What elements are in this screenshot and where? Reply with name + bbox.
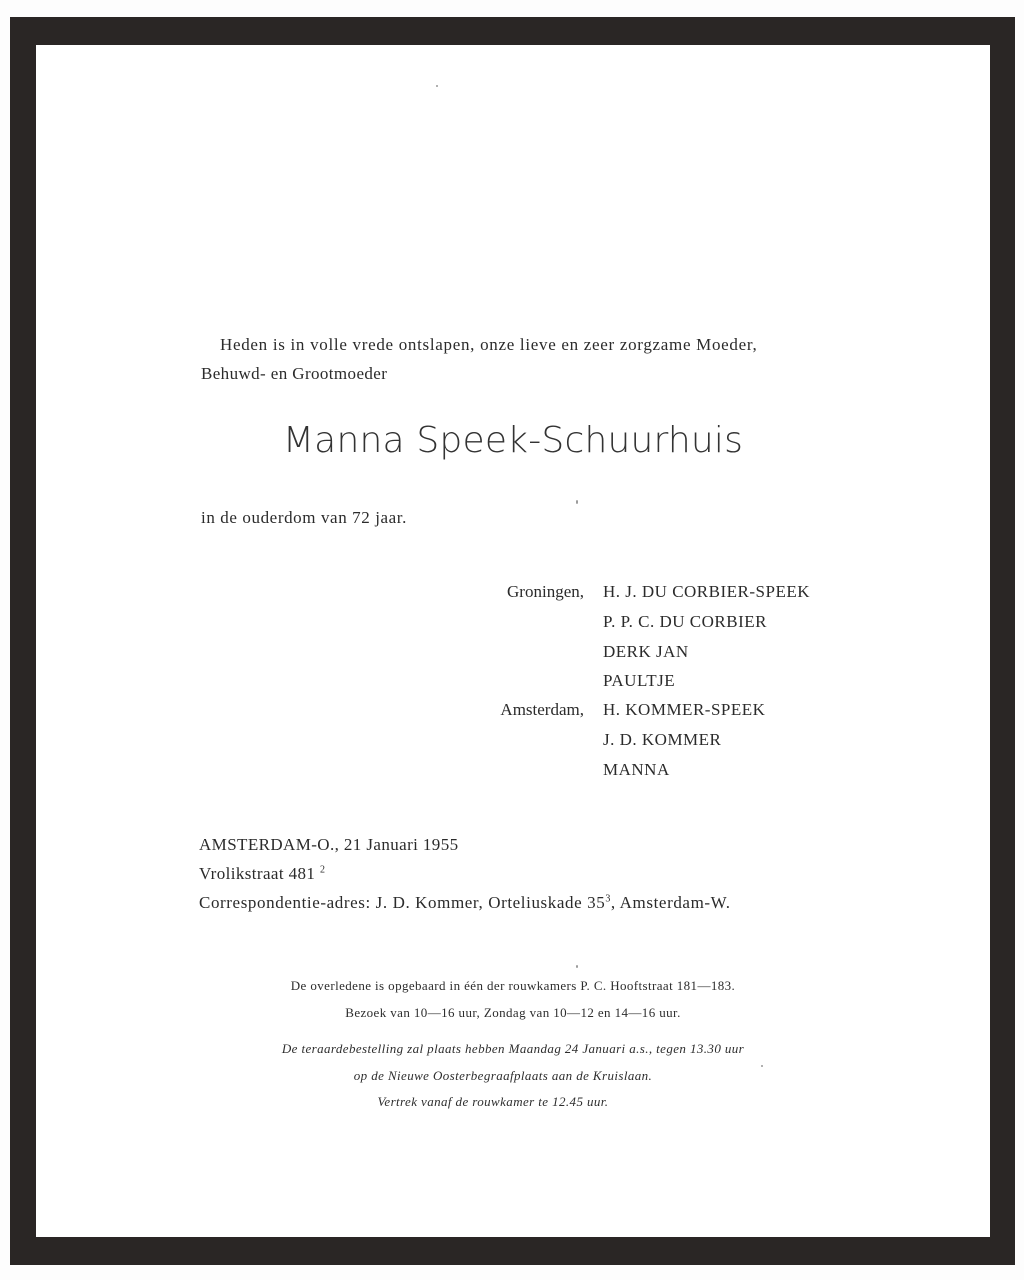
street-suffix: 2 bbox=[319, 864, 326, 876]
correspondence-suffix: 3 bbox=[605, 893, 611, 905]
street-number: Vrolikstraat 481 bbox=[199, 864, 316, 883]
correspondence-prefix: Correspondentie-adres: J. D. Kommer, Orteliuskade 35 bbox=[199, 893, 606, 912]
age-line: in de ouderdom van 72 jaar. bbox=[201, 508, 407, 527]
deceased-name: Manna Speek-Schuurhuis bbox=[282, 420, 744, 461]
mourner-name: H. J. DU CORBIER-SPEEK bbox=[603, 582, 810, 601]
correspondence-city: , Amsterdam-W. bbox=[610, 893, 731, 912]
intro-line-2: Behuwd- en Grootmoeder bbox=[201, 364, 388, 383]
mourner-name: DERK JAN bbox=[603, 642, 689, 661]
mourner-name: J. D. KOMMER bbox=[603, 730, 722, 749]
mourner-name: MANNA bbox=[603, 760, 670, 779]
funeral-notice: De teraardebestelling zal plaats hebben Maandag 24 Januari a.s., tegen 13.30 uur bbox=[281, 1041, 745, 1056]
death-notice-card bbox=[36, 45, 990, 1237]
mourner-name: PAULTJE bbox=[603, 671, 676, 690]
visiting-hours: Bezoek van 10—16 uur, Zondag van 10—12 en 14—16 uur. bbox=[345, 1005, 681, 1020]
departure-notice: Vertrek vanaf de rouwkamer te 12.45 uur. bbox=[377, 1094, 609, 1109]
correspondence-address bbox=[199, 893, 731, 913]
place-and-date: AMSTERDAM-O., 21 Januari 1955 bbox=[199, 835, 459, 854]
intro-line-1: Heden is in volle vrede ontslapen, onze lieve en zeer zorgzame Moeder, bbox=[220, 335, 758, 354]
place-amsterdam: Amsterdam, bbox=[500, 700, 584, 719]
viewing-notice: De overledene is opgebaard in één der rouwkamers P. C. Hooftstraat 181—183. bbox=[290, 978, 736, 993]
mourner-name: H. KOMMER-SPEEK bbox=[603, 700, 766, 719]
home-address bbox=[199, 864, 325, 884]
mourner-name: P. P. C. DU CORBIER bbox=[603, 612, 767, 631]
place-groningen: Groningen, bbox=[507, 582, 584, 601]
cemetery-notice: op de Nieuwe Oosterbegraafplaats aan de Kruislaan. bbox=[353, 1068, 653, 1083]
